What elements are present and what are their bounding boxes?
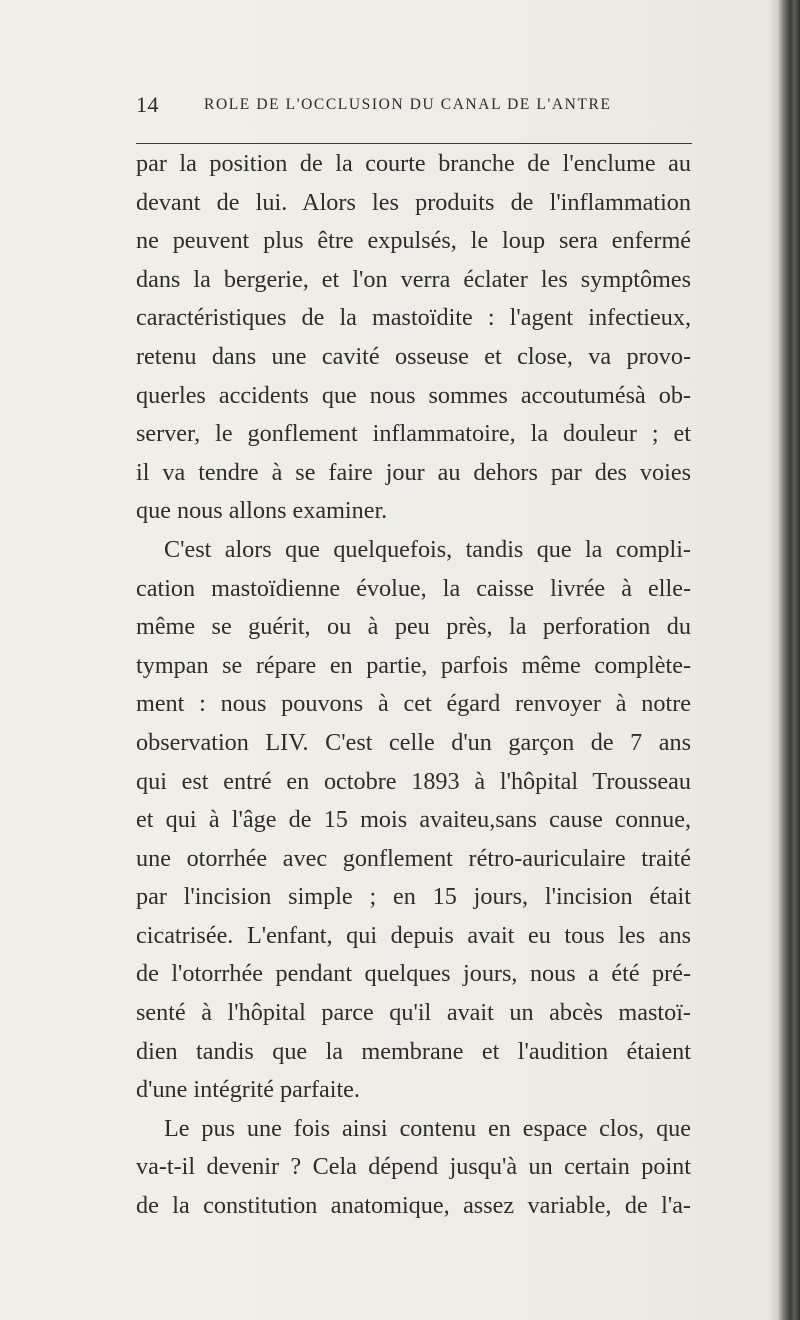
paragraph-start-line: C'est alors que quelquefois, tandis que la compli- xyxy=(164,535,691,563)
body-text xyxy=(136,145,691,1226)
text-line: il va tendre à se faire jour au dehors par des voies xyxy=(136,458,691,486)
page-number: 14 xyxy=(136,92,159,117)
text-line: server, le gonflement inflammatoire, la douleur ; et xyxy=(136,420,691,448)
text-line: de la constitution anatomique, assez variable, de l'a- xyxy=(136,1192,691,1220)
text-line: observation LIV. C'est celle d'un garçon de 7 ans xyxy=(136,728,691,756)
text-line: ment : nous pouvons à cet égard renvoyer à notre xyxy=(136,690,691,718)
text-line: une otorrhée avec gonflement rétro-auriculaire traité xyxy=(136,844,691,872)
text-line: tympan se répare en partie, parfois même complète- xyxy=(136,651,691,679)
text-line: caractéristiques de la mastoïdite : l'agent infectieux, xyxy=(136,304,691,332)
text-line: même se guérit, ou à peu près, la perforation du xyxy=(136,613,691,641)
page-header xyxy=(136,92,696,126)
text-line: cation mastoïdienne évolue, la caisse livrée à elle- xyxy=(136,574,691,602)
text-line: ne peuvent plus être expulsés, le loup sera enfermé xyxy=(136,227,691,255)
text-line: senté à l'hôpital parce qu'il avait un abcès mastoï- xyxy=(136,999,691,1027)
text-line: dans la bergerie, et l'on verra éclater les symptômes xyxy=(136,265,691,293)
text-line: devant de lui. Alors les produits de l'inflammation xyxy=(136,188,691,216)
text-line: par la position de la courte branche de l'enclume au xyxy=(136,150,691,177)
text-line: cicatrisée. L'enfant, qui depuis avait eu tous les ans xyxy=(136,921,691,949)
page-edge xyxy=(778,0,800,1320)
paragraph-start-line: Le pus une fois ainsi contenu en espace clos, que xyxy=(164,1114,691,1142)
text-line: par l'incision simple ; en 15 jours, l'incision était xyxy=(136,883,691,911)
text-line: qui est entré en octobre 1893 à l'hôpital Trousseau xyxy=(136,767,691,795)
running-title: ROLE DE L'OCCLUSION DU CANAL DE L'ANTRE xyxy=(204,96,612,113)
text-line: retenu dans une cavité osseuse et close, va provo- xyxy=(136,342,691,370)
text-line: querles accidents que nous sommes accoutumésà ob- xyxy=(136,381,691,409)
text-line: et qui à l'âge de 15 mois avaiteu,sans cause connue, xyxy=(136,806,691,834)
paragraph-end-line: d'une intégrité parfaite. xyxy=(136,1076,360,1104)
paragraph-end-line: que nous allons examiner. xyxy=(136,497,388,525)
header-rule xyxy=(136,143,692,144)
text-line: de l'otorrhée pendant quelques jours, nous a été pré- xyxy=(136,960,691,988)
text-line: va-t-il devenir ? Cela dépend jusqu'à un certain point xyxy=(136,1153,691,1181)
text-line: dien tandis que la membrane et l'audition étaient xyxy=(136,1037,691,1065)
binding-shadow xyxy=(768,0,778,1320)
